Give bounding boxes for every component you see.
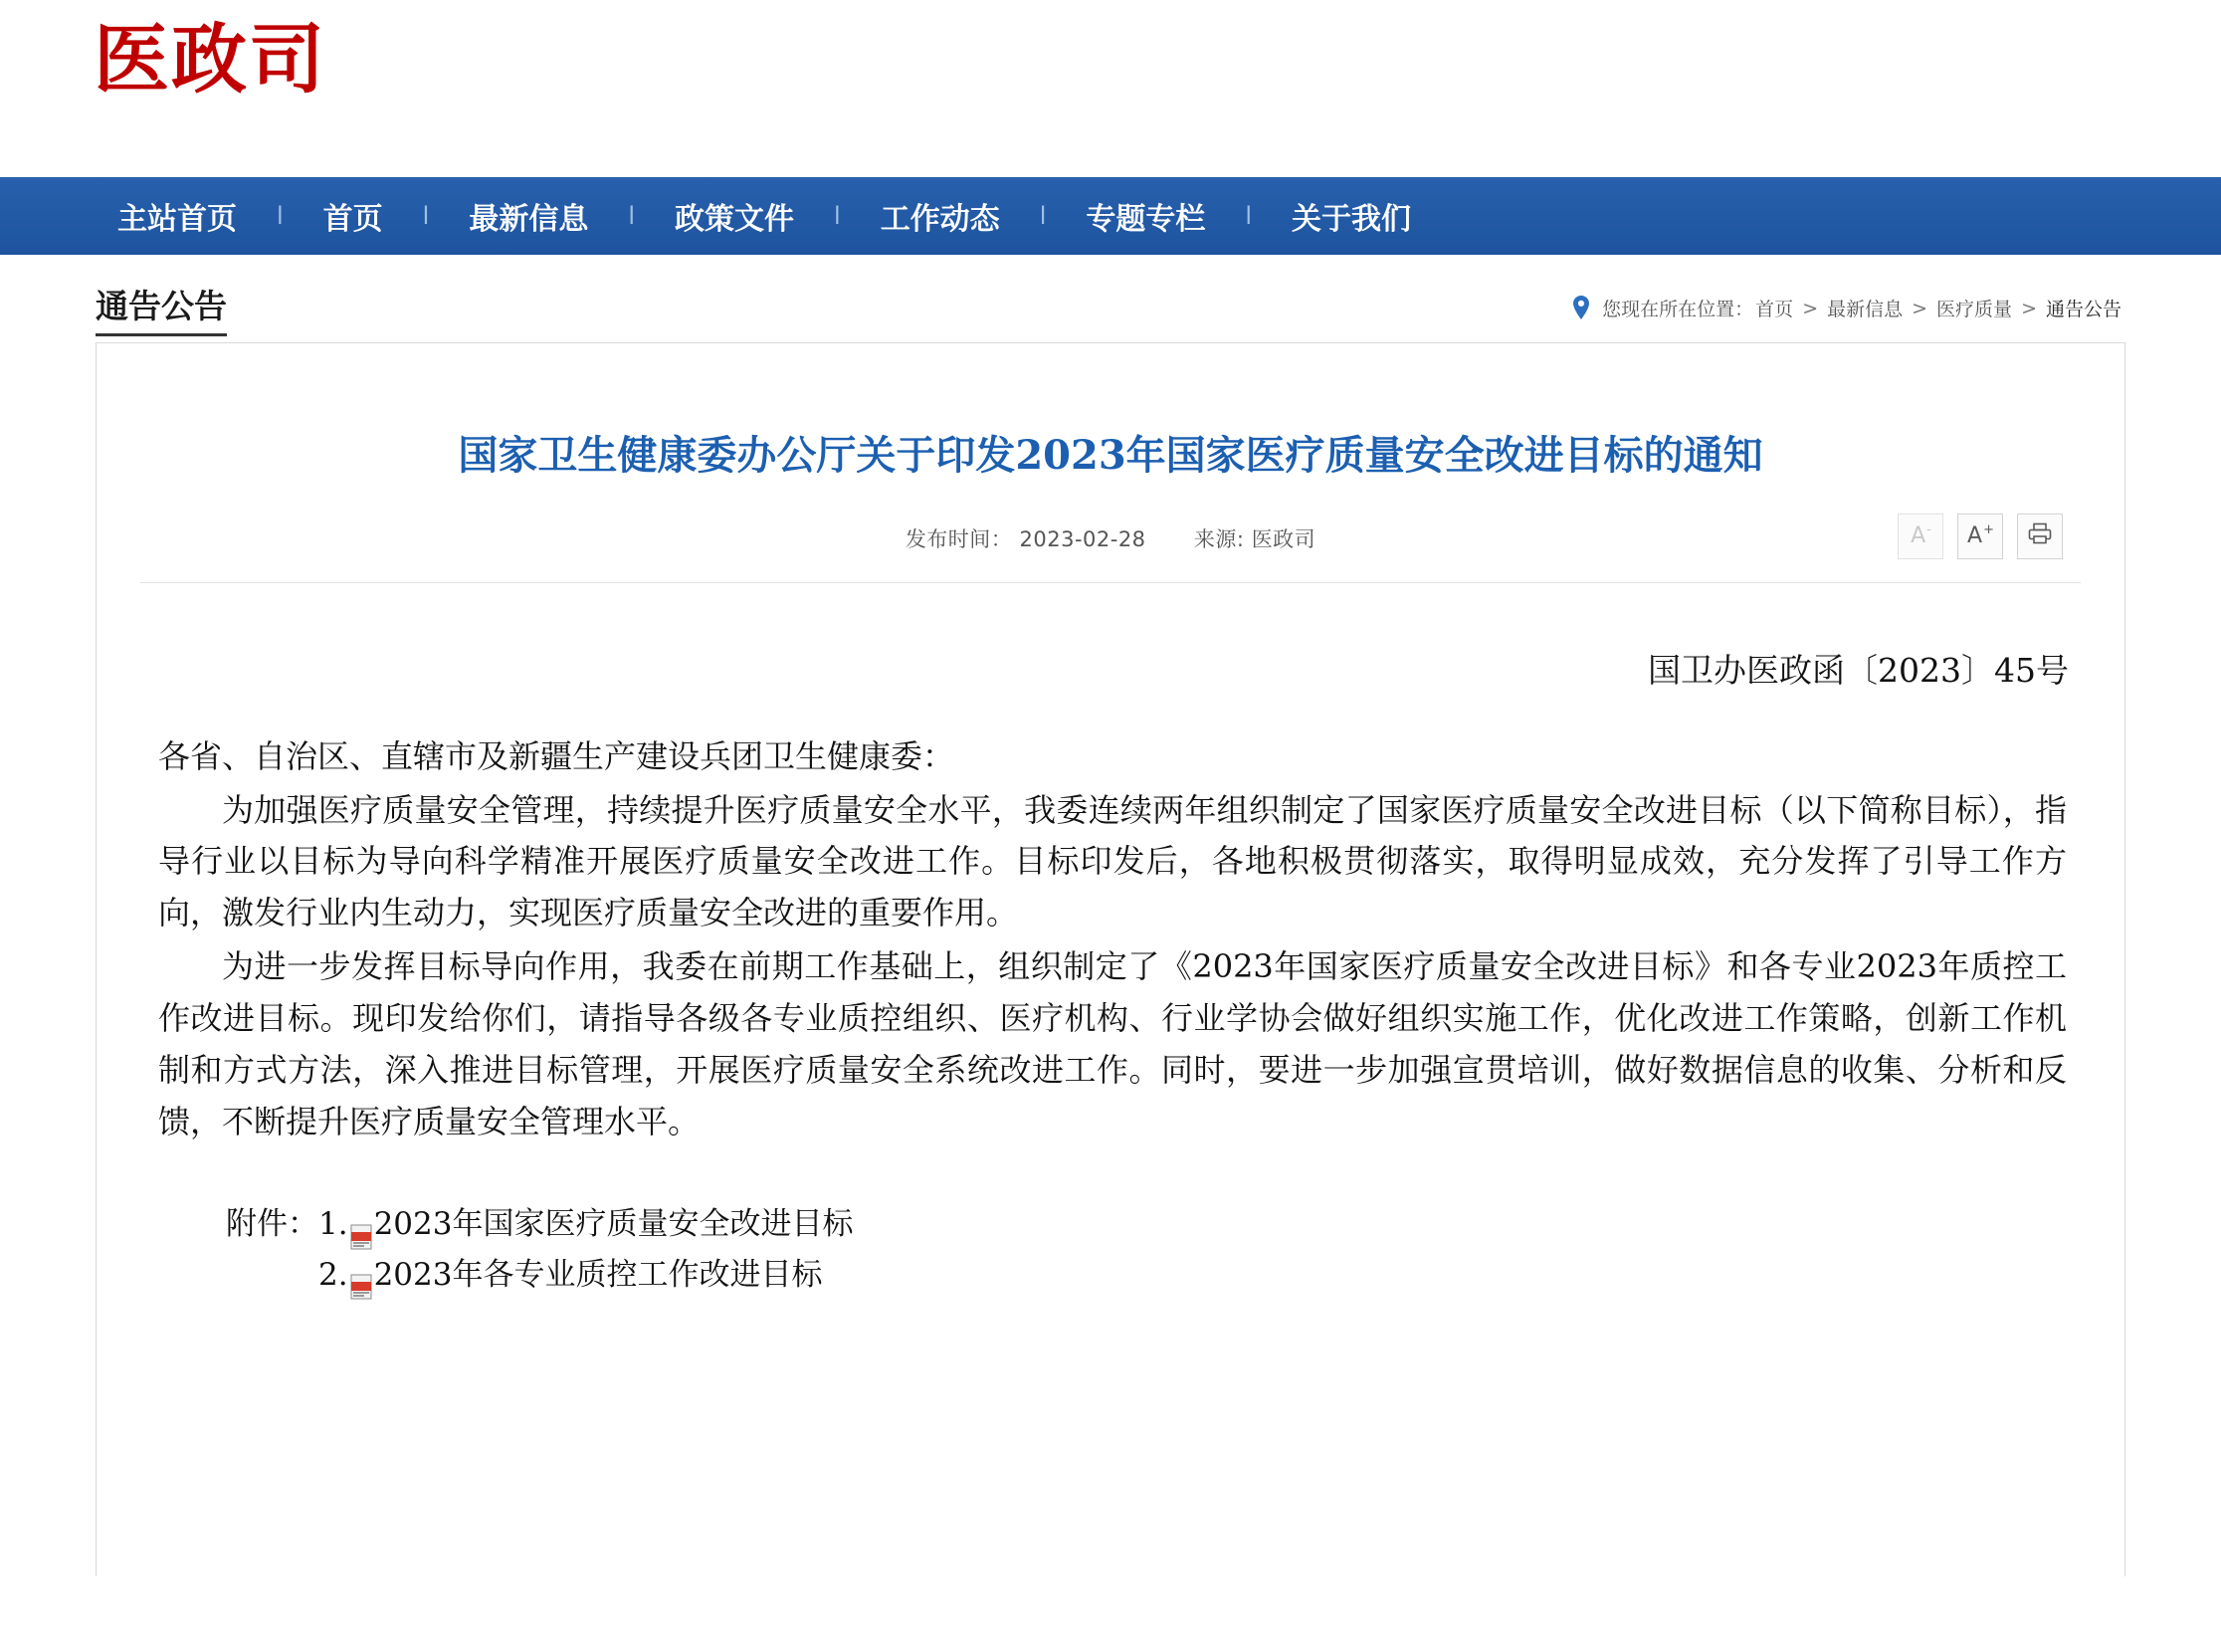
site-logo[interactable] [92,15,328,103]
breadcrumb-separator: > [1802,297,1819,319]
increase-font-button[interactable]: A + [1957,514,2003,559]
nav-item-home[interactable]: 首页 [322,202,383,237]
location-pin-icon [1572,296,1590,319]
publish-time-label: 发布时间： [905,526,1013,551]
attachment-link-2[interactable]: 2023年各专业质控工作改进目标 [373,1256,823,1293]
breadcrumb-separator: > [1912,297,1928,319]
attachment-number-2: 2. [318,1256,348,1293]
page-title: 通告公告 [96,281,227,336]
nav-separator: l [422,202,430,230]
site-header [0,0,2221,177]
breadcrumb-row [0,255,2221,342]
publish-date: 2023-02-28 [1019,526,1146,551]
print-button[interactable] [2017,514,2063,559]
breadcrumb [1572,295,2121,321]
nav-separator: l [628,202,636,230]
nav-item-latest-info[interactable]: 最新信息 [469,202,589,237]
article-meta [140,517,2081,553]
nav-separator: l [1039,202,1047,230]
breadcrumb-prefix: 您现在所在位置： [1602,299,1754,320]
article-paragraph-1: 为加强医疗质量安全管理，持续提升医疗质量安全水平，我委连续两年组织制定了国家医疗质量安全改进目标（以下简称目标），指导行业以目标为导向科学精准开展医疗质量安全改进工作。目标印发后，各地积极贯彻落实，取得明显成效，充分发挥了引导工作方向，激发行业内生动力，实现医疗质量安全改进的重要作用。 [158,790,2067,932]
breadcrumb-item-medical-quality[interactable]: 医疗质量 [1936,299,2013,320]
article-title: 国家卫生健康委办公厅关于印发2023年国家医疗质量安全改进目标的通知 [458,431,1763,479]
decrease-font-button[interactable]: A - [1898,514,1943,559]
breadcrumb-separator: > [2021,297,2037,319]
nav-item-about-us[interactable]: 关于我们 [1292,202,1412,237]
pdf-file-icon [350,1215,372,1241]
pdf-file-icon [350,1265,372,1291]
attachment-number-1: 1. [318,1206,348,1243]
source-value: 医政司 [1251,526,1316,551]
attachment-row [226,1250,2081,1300]
article-card [96,342,2125,1576]
site-logo-text: 医政司 [94,15,326,103]
source-label: 来源: [1193,526,1245,551]
attachment-row [226,1199,2081,1249]
breadcrumb-item-latest-info[interactable]: 最新信息 [1827,299,1904,320]
primary-navigation [0,177,2221,255]
breadcrumb-item-home[interactable]: 首页 [1755,299,1794,320]
nav-item-special-columns[interactable]: 专题专栏 [1086,202,1206,237]
nav-item-main-home[interactable]: 主站首页 [117,202,237,237]
nav-separator: l [1245,202,1253,230]
article-paragraph-2: 为进一步发挥目标导向作用，我委在前期工作基础上，组织制定了《2023年国家医疗质量安全改进目标》和各专业2023年质控工作改进目标。现印发给你们，请指导各级各专业质控组织、医疗机构、行业学协会做好组织实施工作，优化改进工作策略，创新工作机制和方式方法，深入推进目标管理，开展医疗质量安全系统改进工作。同时，要进一步加强宣贯培训，做好数据信息的收集、分析和反馈，不断提升医疗质量安全管理水平。 [158,947,2067,1140]
article-paragraph-salutation: 各省、自治区、直辖市及新疆生产建设兵团卫生健康委： [158,736,955,775]
article-body [140,731,2081,1148]
document-number: 国卫办医政函〔2023〕45号 [1648,650,2069,690]
article-tools [1898,514,2063,559]
article-meta-row [140,517,2081,583]
nav-separator: l [834,202,841,230]
attachment-link-1[interactable]: 2023年国家医疗质量安全改进目标 [373,1206,854,1243]
nav-separator: l [277,202,284,230]
attachments-label: 附件： [226,1206,318,1243]
nav-item-policy-documents[interactable]: 政策文件 [675,202,795,237]
nav-item-work-updates[interactable]: 工作动态 [880,202,1000,237]
breadcrumb-item-current: 通告公告 [2045,299,2121,320]
attachments [140,1199,2081,1299]
printer-icon [2028,522,2052,550]
